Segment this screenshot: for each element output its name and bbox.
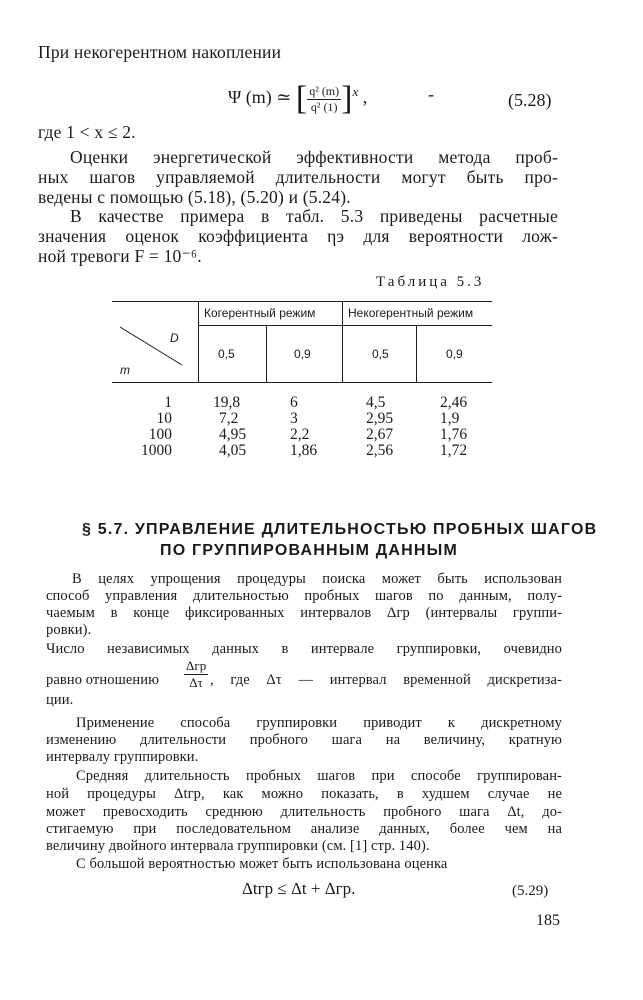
text-line: ной тревоги F = 10⁻⁶. [38,246,202,266]
formula-fraction [307,84,341,115]
table-rule [416,325,417,382]
d-value: 0,9 [446,347,463,361]
table-cell: 100 [148,426,172,443]
text-line: значения оценок коэффициента ηэ для вероятности лож- [38,226,558,246]
table-cell: 1,9 [440,410,460,427]
table-cell: 1000 [141,442,172,459]
table-cell: 6 [290,394,298,411]
d-value: 0,9 [294,347,311,361]
text-line: В качестве примера в табл. 5.3 приведены расчетные [70,206,558,226]
text-line: , где Δτ — интервал временной дискретиза- [210,672,562,688]
d-value: 0,5 [218,347,235,361]
corner-label-d: D [170,331,179,345]
table-cell: 4,05 [219,442,247,459]
table-rule [198,325,492,326]
group-header-coherent: Когерентный режим [204,306,316,320]
text-line: ных шагов управляемой длительности могут быть про- [38,167,558,187]
text-line: изменению длительности пробного шага на величину, кратную [46,732,562,748]
text-line: может превосходить среднюю длительность пробного шага Δt, до- [46,804,562,820]
section-heading: § 5.7. УПРАВЛЕНИЕ ДЛИТЕЛЬНОСТЬЮ ПРОБНЫХ ШАГОВ [82,521,598,538]
table-rule [112,301,492,302]
text-line: Средняя длительность пробных шагов при способе группирован- [76,768,562,784]
data-column [440,395,467,459]
table-cell: 2,95 [366,410,394,427]
left-bracket-icon: [ [295,80,308,117]
formula-lhs: Ψ (m) ≃ [228,87,292,108]
inline-fraction [184,658,208,691]
dash-mark-icon: - [428,84,434,104]
table-cell: 2,2 [290,426,310,443]
table-cell: 1,86 [290,442,318,459]
fraction-numerator: q² (m) [309,83,340,98]
text-line: ровки). [46,622,92,638]
d-value: 0,5 [372,347,389,361]
corner-label-m: m [120,363,130,377]
text-line: С большой вероятностью может быть использована оценка [76,856,448,872]
equation-number: (5.28) [508,90,552,110]
table-cell: 1,76 [440,426,468,443]
data-column [213,395,246,459]
formula-5-29: Δtгр ≤ Δt + Δгр. [242,879,356,898]
where-line: где 1 < x ≤ 2. [38,122,136,142]
table-rule [342,301,343,382]
page-number: 185 [536,912,560,929]
table-rule [198,301,199,382]
text-line: чаемым в конце фиксированных интервалов Δгр (интервалы группи- [46,605,562,621]
text-line: равно отношению [46,672,160,688]
formula-5-28 [228,80,434,118]
fraction-denominator: Δτ [189,675,203,690]
table-caption: Таблица 5.3 [376,274,485,290]
table-cell: 2,46 [440,394,468,411]
data-column [290,395,317,459]
fraction-numerator: Δгр [186,658,207,673]
right-bracket-icon: ] [341,80,353,117]
table-cell: 10 [156,410,172,427]
formula-comma: , [362,87,368,108]
table-cell: 4,5 [366,394,386,411]
table-cell: 3 [290,410,298,427]
text-line: величину двойного интервала группировки (см. [1] стр. 140). [46,838,430,854]
formula-exponent: x [352,84,359,100]
text-line: ции. [46,692,74,708]
text-line: При некогерентном накоплении [38,42,282,62]
table-cell: 4,95 [219,426,247,443]
table-rule [266,325,267,382]
table-cell: 2,56 [366,442,394,459]
text-line: В целях упрощения процедуры поиска может быть использован [72,571,562,587]
equation-number: (5.29) [512,883,549,899]
text-line: Оценки энергетической эффективности метода проб- [70,147,558,167]
table-cell: 1 [164,394,172,411]
table-rule [112,382,492,383]
text-line: интервалу группировки. [46,749,199,765]
group-header-noncoherent: Некогерентный режим [348,306,474,320]
text-line: ной процедуры Δtгр, как можно показать, в худшем случае не [46,786,562,802]
table-cell: 2,67 [366,426,394,443]
table-cell: 1,72 [440,442,468,459]
text-line: ведены с помощью (5.18), (5.20) и (5.24). [38,187,351,207]
section-heading: ПО ГРУППИРОВАННЫМ ДАННЫМ [160,542,458,559]
text-line: Число независимых данных в интервале группировки, очевидно [46,641,562,657]
text-line: способ управления длительностью пробных шагов по данным, полу- [46,588,562,604]
data-column [366,395,393,459]
table-cell: 7,2 [219,410,239,427]
text-line: стигаемую при последовательном анализе данных, более чем на [46,821,562,837]
m-column [132,395,172,459]
fraction-denominator: q² (1) [310,99,338,114]
table-cell: 19,8 [213,394,241,411]
text-line: Применение способа группировки приводит к дискретному [76,715,562,731]
